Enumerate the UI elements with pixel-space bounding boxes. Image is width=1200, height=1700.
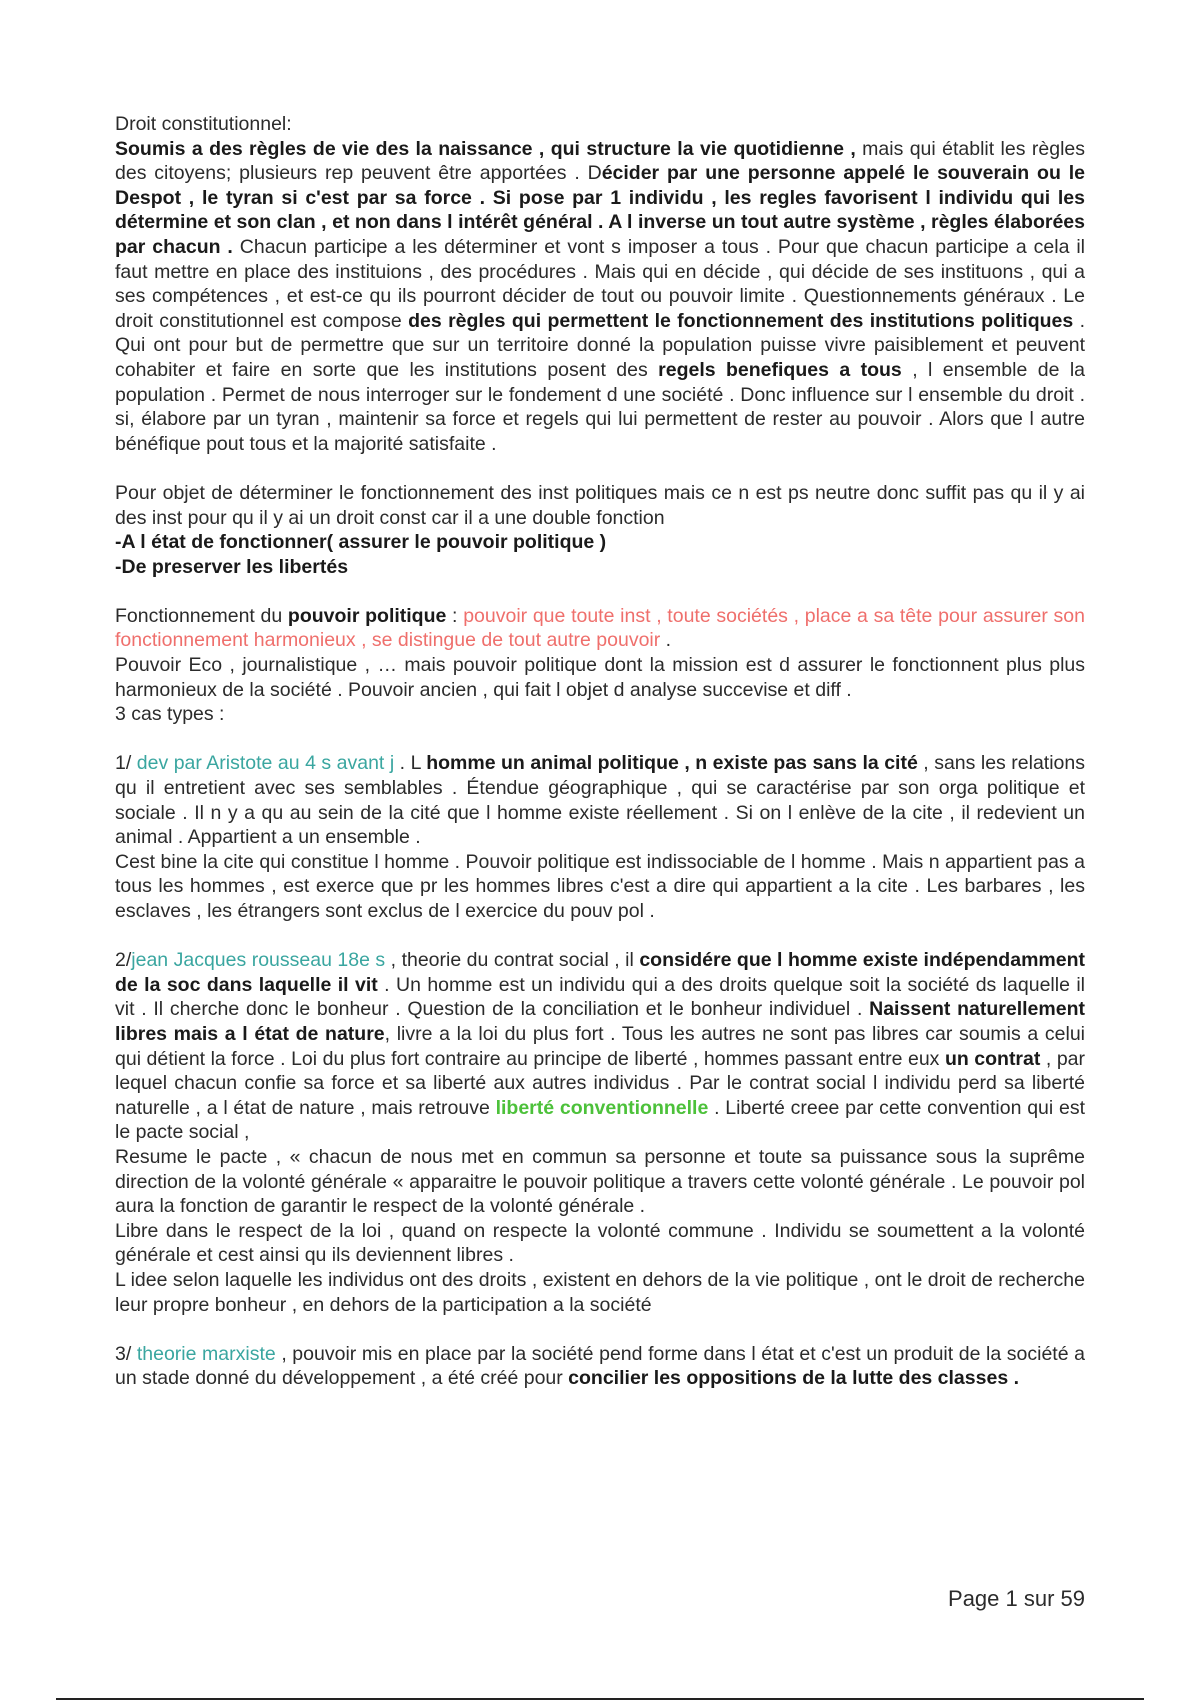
bold-phrase: un contrat — [944, 1047, 1041, 1070]
text-run: . — [660, 629, 672, 652]
case-number: 2/ — [115, 949, 132, 972]
case-number: 1/ — [115, 752, 137, 775]
bold-phrase: Soumis a des règles de vie des la naissance , qui structure la vie quotidienne , — [115, 137, 856, 160]
paragraph-intro — [115, 137, 1085, 457]
author-highlight: jean Jacques rousseau 18e s — [131, 949, 386, 972]
definition-highlight: pouvoir que toute inst , toute sociétés , place a sa tête pour assurer son fonctionnement harmonieux , se distingue de tout autre pouvoir — [115, 604, 1085, 652]
bold-phrase: des règles qui permettent le fonctionnement des institutions politiques — [408, 309, 1074, 332]
bold-phrase: écider par une personne appelé le souverain ou le Despot , le tyran si c'est par sa force . Si pose par 1 individu , les regles favorisent l individu qui les détermine et son clan , et non dans l intérêt général . A l inverse un tout autre système , règles élaborées par chacun . — [115, 162, 1085, 258]
paragraph-pouvoir-politique — [115, 604, 1085, 653]
text-run: , pouvoir mis en place par la société pend forme dans l état et c'est un produit de la société a un stade donné du développement , a été créé pour — [115, 1342, 1085, 1390]
bold-phrase: considére que l homme existe indépendamment de la soc dans laquelle il vit — [115, 949, 1085, 996]
case-1-continued: Cest bine la cite qui constitue l homme . Pouvoir politique est indissociable de l homme . Mais n appartient pas a tous les hommes , est exerce que pr les hommes libres c'est a dire qui appartient a la cite . Les barbares , les esclaves , les étrangers sont exclus de l exercice du pouv pol . — [115, 850, 1085, 922]
page-number: Page 1 sur 59 — [948, 1586, 1085, 1611]
bold-phrase: concilier les oppositions de la lutte des classes . — [568, 1367, 1019, 1390]
text-run: . Liberté creee par cette convention qui est le pacte social , — [115, 1096, 1085, 1144]
document-body — [115, 112, 1085, 1391]
text-run: Fonctionnement du — [115, 604, 288, 627]
case-3-marxiste — [115, 1342, 1085, 1391]
text-run: . Qui ont pour but de permettre que sur un territoire donné la population puisse vivre paisiblement et peuvent cohabiter et faire en sorte que les institutions posent des — [115, 309, 1085, 381]
bold-phrase: -A l état de fonctionner( assurer le pouvoir politique ) — [115, 531, 607, 554]
text-run: . Un homme est un individu qui a des droits quelque soit la société ds laquelle il vit . Il cherche donc le bonheur . Question de la conciliation et le bonheur individuel . — [115, 973, 1086, 1021]
case-number: 3/ — [115, 1342, 137, 1365]
list-item-fonction-2 — [115, 555, 1085, 580]
text-run: , livre a la loi du plus fort . Tous les autres ne sont pas libres car soumis a celui qui détient la force . Loi du plus fort contraire au principe de liberté , hommes passant entre eux — [115, 1022, 1085, 1070]
bold-phrase: -De preserver les libertés — [115, 555, 349, 578]
text-run: , l ensemble de la population . Permet de nous interroger sur le fondement d une société . Donc influence sur l ensemble du droit . si, élabore par un tyran , maintenir sa force et regels qui lui permettent de rester au pouvoir . Alors que l autre bénéfique pout tous et la majorité satisfaite . — [115, 358, 1085, 455]
author-highlight: theorie marxiste — [136, 1342, 276, 1365]
paragraph-objet: Pour objet de déterminer le fonctionnement des inst politiques mais ce n est ps neutre donc suffit pas qu il y ai des inst pour qu il y ai un droit const car il a une double fonction — [115, 481, 1085, 529]
case-2-rousseau — [115, 948, 1085, 1145]
concept-highlight: liberté conventionnelle — [495, 1096, 709, 1119]
doc-title: Droit constitutionnel: — [115, 113, 292, 135]
text-run: , par lequel chacun confie sa force et sa liberté aux autres individus . Par le contrat social l individu perd sa liberté naturelle , a l état de nature , mais retrouve — [115, 1047, 1086, 1119]
text-run: mais qui établit les règles des citoyens; plusieurs rep peuvent être apportées . D — [115, 137, 1085, 185]
author-highlight: dev par Aristote au 4 s avant j — [136, 752, 395, 775]
bold-phrase: pouvoir politique — [287, 604, 447, 627]
case-2-libre: Libre dans le respect de la loi , quand on respecte la volonté commune . Individu se soumettent a la volonté générale et cest ainsi qu ils deviennent libres . — [115, 1219, 1085, 1267]
bold-phrase: homme un animal politique , n existe pas sans la cité — [426, 752, 918, 775]
text-run: , theorie du contrat social , il — [385, 949, 640, 972]
case-1-aristote — [115, 751, 1085, 849]
case-2-pacte: Resume le pacte , « chacun de nous met en commun sa personne et toute sa puissance sous la suprême direction de la volonté générale « apparaitre le pouvoir politique a travers cette volonté générale . Le pouvoir pol aura la fonction de garantir le respect de la volonté générale . — [115, 1145, 1085, 1218]
text-run: : — [446, 604, 464, 627]
text-run: . L — [394, 752, 427, 775]
bold-phrase: Naissent naturellement libres mais a l état de nature — [115, 998, 1085, 1045]
text-run: , sans les relations qu il entretient avec ses semblables . Étendue géographique , qui se caractérise par son orga politique et sociale . Il n y a qu au sein de la cité que l homme existe réellement . Si on l enlève de la cite , il redevient un animal . Appartient a un ensemble . — [115, 752, 1085, 849]
text-run: Chacun participe a les déterminer et vont s imposer a tous . Pour que chacun participe a cela il faut mettre en place des instituions , des procédures . Mais qui en décide , qui décide de ses instituons , qui a ses compétences , et est-ce qu ils pourront décider de tout ou pouvoir limite . Questionnements généraux . Le droit constitutionnel est compose — [115, 235, 1085, 332]
bold-phrase: regels benefiques a tous — [658, 358, 902, 381]
list-item-fonction-1 — [115, 530, 1085, 555]
paragraph-pouvoir-eco: Pouvoir Eco , journalistique , … mais pouvoir politique dont la mission est d assurer le fonctionnent plus plus harmonieux de la société . Pouvoir ancien , qui fait l objet d analyse succevise et diff . — [115, 654, 1085, 701]
paragraph-cas-types: 3 cas types : — [115, 703, 225, 726]
case-2-idee: L idee selon laquelle les individus ont des droits , existent en dehors de la vie politique , ont le droit de recherche leur propre bonheur , en dehors de la participation a la société — [115, 1268, 1085, 1316]
